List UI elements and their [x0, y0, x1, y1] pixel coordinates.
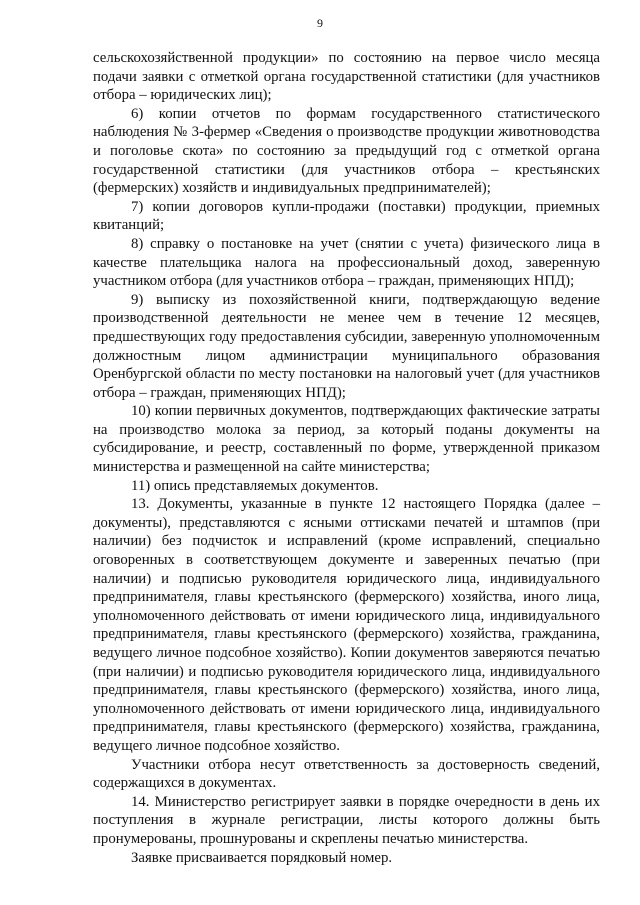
paragraph-section-13: 13. Документы, указанные в пункте 12 настоящего Порядка (далее – документы), представляются с ясными оттисками печатей и штампов (при наличии) без подчисток и исправлений (кроме исправлений, специально оговоренных в соответствующем документе и заверенных печатью (при наличии) и подписью руководителя юридического лица, индивидуального предпринимателя, главы крестьянского (фермерского) хозяйства, иного лица, уполномоченного действовать от имени юридического лица, индивидуального предпринимателя, главы крестьянского (фермерского) хозяйства, гражданина, ведущего личное подсобное хозяйство). Копии документов заверяются печатью (при наличии) и подписью руководителя юридического лица, индивидуального предпринимателя, главы крестьянского (фермерского) хозяйства, иного лица, уполномоченного действовать от имени юридического лица, индивидуального предпринимателя, главы крестьянского (фермерского) хозяйства, гражданина, ведущего личное подсобное хозяйство.: [93, 496, 600, 754]
paragraph-item-6: 6) копии отчетов по формам государственного статистического наблюдения № 3-фермер «Сведения о производстве продукции животноводства и поголовье скота» по состоянию за предыдущий год с отметкой органа государственной статистики (для участников отбора – крестьянских (фермерских) хозяйств и индивидуальных предпринимателей);: [93, 105, 600, 197]
paragraph-item-7: 7) копии договоров купли-продажи (поставки) продукции, приемных квитанций;: [93, 198, 600, 234]
paragraph-item-10: 10) копии первичных документов, подтверждающих фактические затраты на производство молока за период, за который поданы документы на субсидирование, и реестр, составленный по форме, утвержденной приказом министерства и размещенной на сайте министерства;: [93, 403, 600, 476]
page-number: 9: [317, 16, 323, 30]
paragraph-item-9: 9) выписку из похозяйственной книги, подтверждающую ведение производственной деятельности не менее чем в течение 12 месяцев, предшествующих году предоставления субсидии, заверенную уполномоченным должностным лицом администрации муниципального образования Оренбургской области по месту постановки на налоговый учет (для участников отбора – граждан, применяющих НПД);: [93, 291, 600, 401]
paragraph-item-11: 11) опись представляемых документов.: [131, 477, 379, 494]
paragraph-continuation: сельскохозяйственной продукции» по состоянию на первое число месяца подачи заявки с отметкой органа государственной статистики (для участников отбора – юридических лиц);: [93, 50, 600, 104]
paragraph-item-8: 8) справку о постановке на учет (снятии с учета) физического лица в качестве плательщика налога на профессиональный доход, заверенную участником отбора (для участников отбора – граждан, применяющих НПД);: [93, 235, 600, 290]
paragraph-section-14: 14. Министерство регистрирует заявки в порядке очередности в день их поступления в журнале регистрации, листы которого должны быть пронумерованы, прошнурованы и скреплены печатью министерства.: [93, 793, 600, 847]
paragraph-serial-number: Заявке присваивается порядковый номер.: [131, 849, 393, 866]
document-body: [93, 49, 600, 867]
paragraph-responsibility: Участники отбора несут ответственность за достоверность сведений, содержащихся в документах.: [93, 756, 600, 792]
